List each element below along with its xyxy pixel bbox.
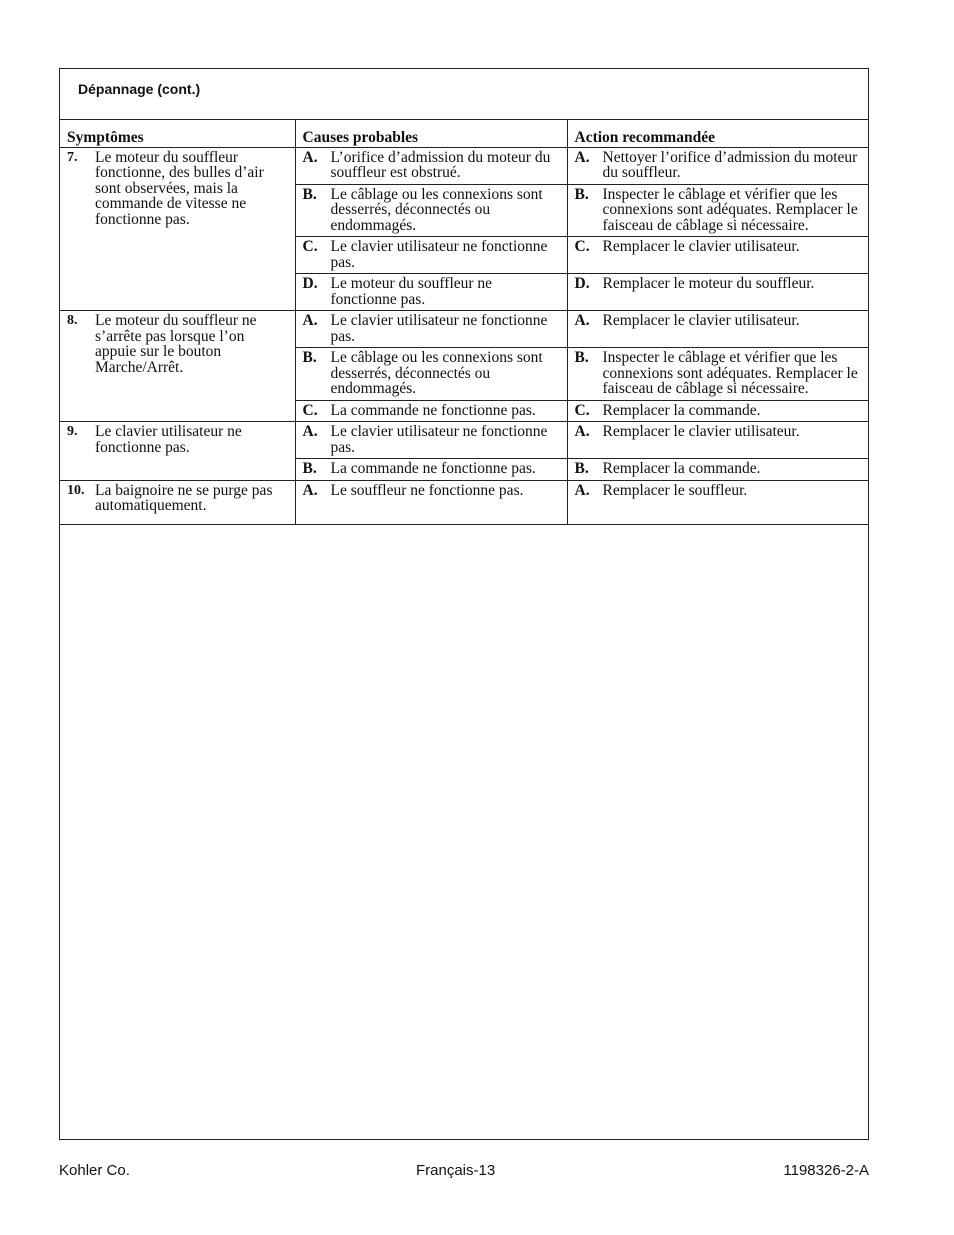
action-text: Inspecter le câblage et vérifier que les connexions sont adéquates. Remplacer le faisceau de câblage si nécessaire. — [602, 349, 858, 397]
cause-text: Le souffleur ne fonctionne pas. — [330, 481, 524, 499]
cause-label: A. — [302, 481, 318, 499]
action-text: Inspecter le câblage et vérifier que les connexions sont adéquates. Remplacer le faisceau de câblage si nécessaire. — [602, 185, 858, 234]
table-row — [60, 311, 868, 348]
action — [575, 424, 862, 440]
action — [575, 187, 862, 234]
action-text: Remplacer le clavier utilisateur. — [602, 312, 800, 329]
action — [575, 239, 862, 255]
action-cell — [567, 311, 868, 348]
cause-label: B. — [302, 349, 317, 366]
cause-label: C. — [302, 401, 318, 419]
action-cell — [567, 184, 868, 237]
cause — [303, 313, 560, 344]
action-label: A. — [574, 148, 590, 166]
action-text: Remplacer le souffleur. — [602, 481, 748, 499]
action-text: Nettoyer l’orifice d’admission du moteur du souffleur. — [602, 148, 858, 181]
table-row — [60, 480, 868, 524]
cause-text: Le clavier utilisateur ne fonctionne pas. — [330, 238, 548, 271]
cause-cell — [295, 348, 567, 401]
cause-cell — [295, 422, 567, 459]
action-text: Remplacer la commande. — [602, 460, 761, 477]
cause — [303, 276, 560, 307]
cause-label: B. — [302, 185, 317, 203]
table-row — [60, 147, 868, 184]
symptom-text: Le clavier utilisateur ne fonctionne pas. — [95, 423, 242, 456]
action-cell — [567, 400, 868, 422]
cause-cell — [295, 480, 567, 524]
cause-text: La commande ne fonctionne pas. — [330, 460, 536, 477]
symptom — [67, 424, 288, 455]
troubleshooting-table — [60, 119, 868, 525]
cause-text: Le clavier utilisateur ne fonctionne pas. — [330, 312, 548, 345]
cause-cell — [295, 184, 567, 237]
symptom-label: 10. — [67, 482, 85, 498]
action-label: A. — [574, 423, 590, 440]
cause — [303, 150, 560, 181]
table-body — [60, 147, 868, 524]
action-label: A. — [574, 312, 590, 329]
cause-text: L’orifice d’admission du moteur du souffleur est obstrué. — [330, 148, 551, 181]
symptom — [67, 483, 288, 514]
symptom-cell — [60, 480, 295, 524]
action-text: Remplacer la commande. — [602, 401, 761, 419]
action-label: C. — [574, 401, 590, 419]
footer-company: Kohler Co. — [59, 1162, 130, 1179]
action — [575, 276, 862, 292]
section-title: Dépannage (cont.) — [78, 81, 201, 97]
cause-cell — [295, 459, 567, 481]
action-text: Remplacer le moteur du souffleur. — [602, 275, 815, 292]
troubleshooting-table-wrapper — [60, 119, 868, 525]
action-cell — [567, 237, 868, 274]
cause-text: La commande ne fonctionne pas. — [330, 401, 536, 419]
cause-label: A. — [302, 312, 318, 329]
cause — [303, 187, 560, 234]
symptom-label: 9. — [67, 424, 78, 439]
cause — [303, 403, 560, 419]
cause-text: Le clavier utilisateur ne fonctionne pas. — [330, 423, 548, 456]
action-label: C. — [574, 238, 590, 255]
cause-label: A. — [302, 423, 318, 440]
footer-page-number: Français-13 — [416, 1162, 496, 1179]
cause-cell — [295, 311, 567, 348]
content-frame — [59, 68, 869, 1140]
action — [575, 313, 862, 329]
action-cell — [567, 147, 868, 184]
cause-label: C. — [302, 238, 318, 255]
action — [575, 461, 862, 477]
cause-text: Le moteur du souffleur ne fonctionne pas. — [330, 275, 493, 308]
cause-cell — [295, 274, 567, 311]
footer-document-code: 1198326-2-A — [783, 1162, 869, 1179]
symptom-cell — [60, 311, 295, 422]
action-text: Remplacer le clavier utilisateur. — [602, 423, 800, 440]
action — [575, 350, 862, 397]
action — [575, 150, 862, 181]
symptom-cell — [60, 147, 295, 311]
cause-text: Le câblage ou les connexions sont desserrés, déconnectés ou endommagés. — [330, 349, 543, 397]
symptom — [67, 313, 288, 375]
action — [575, 483, 862, 499]
cause-cell — [295, 147, 567, 184]
action-cell — [567, 274, 868, 311]
symptom-label: 7. — [67, 149, 78, 165]
action — [575, 403, 862, 419]
cause-text: Le câblage ou les connexions sont desserrés, déconnectés ou endommagés. — [330, 185, 543, 234]
action-label: B. — [574, 349, 589, 366]
action-label: B. — [574, 460, 589, 477]
symptom-text: La baignoire ne se purge pas automatiquement. — [95, 481, 273, 514]
table-row — [60, 422, 868, 459]
cause — [303, 483, 560, 499]
action-cell — [567, 459, 868, 481]
header-symptoms: Symptômes — [60, 120, 295, 148]
header-causes: Causes probables — [295, 120, 567, 148]
header-action: Action recommandée — [567, 120, 868, 148]
cause-cell — [295, 237, 567, 274]
action-label: A. — [574, 481, 590, 499]
table-header — [60, 120, 868, 148]
cause-cell — [295, 400, 567, 422]
cause — [303, 424, 560, 455]
cause-label: D. — [302, 275, 318, 292]
action-text: Remplacer le clavier utilisateur. — [602, 238, 800, 255]
symptom-label: 8. — [67, 313, 78, 328]
cause — [303, 461, 560, 477]
cause — [303, 350, 560, 397]
symptom-text: Le moteur du souffleur fonctionne, des bulles d’air sont observées, mais la commande de vitesse ne fonctionne pas. — [95, 148, 264, 228]
symptom-text: Le moteur du souffleur ne s’arrête pas lorsque l’on appuie sur le bouton Marche/Arrêt. — [95, 312, 257, 376]
cause-label: B. — [302, 460, 317, 477]
symptom — [67, 150, 288, 228]
cause — [303, 239, 560, 270]
action-cell — [567, 480, 868, 524]
symptom-cell — [60, 422, 295, 481]
cause-label: A. — [302, 148, 318, 166]
action-cell — [567, 422, 868, 459]
action-label: B. — [574, 185, 589, 203]
action-cell — [567, 348, 868, 401]
action-label: D. — [574, 275, 590, 292]
